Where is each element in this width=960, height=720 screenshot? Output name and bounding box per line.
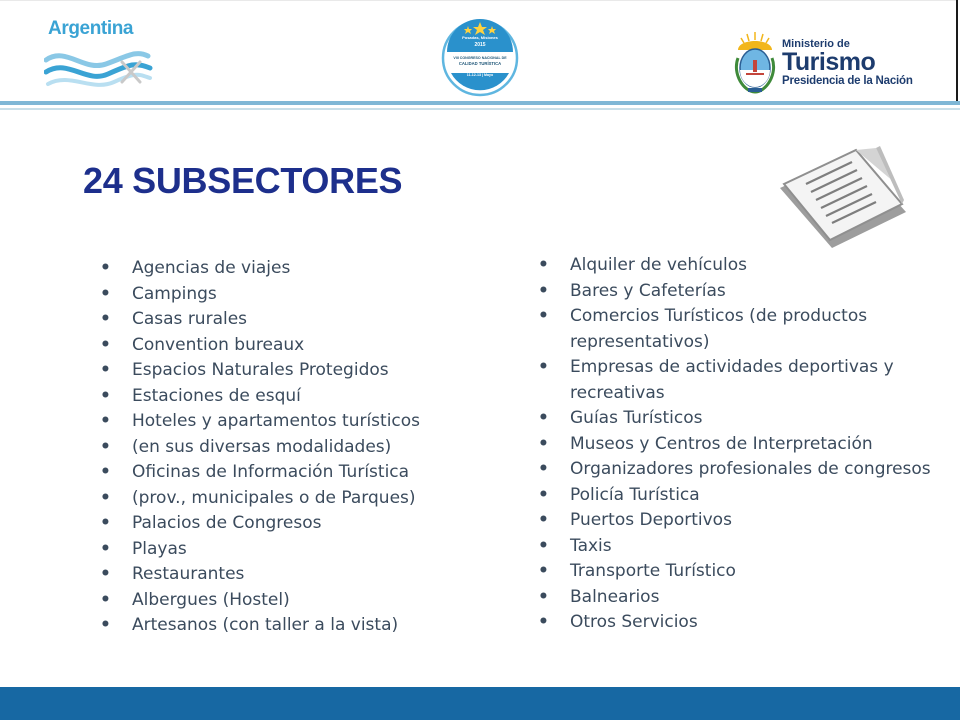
header: [0, 0, 960, 110]
seal-line1: VIII CONGRESO NACIONAL DE: [453, 56, 507, 60]
list-item: • (en sus diversas modalidades): [100, 435, 470, 461]
document-icon: [776, 144, 912, 252]
list-item: • Artesanos (con taller a la vista): [100, 613, 470, 639]
list-item: • Empresas de actividades deportivas y recreativas: [538, 355, 938, 406]
list-item: • Convention bureaux: [100, 333, 470, 359]
list-item: • Campings: [100, 282, 470, 308]
list-item: • Museos y Centros de Interpretación: [538, 432, 938, 458]
congress-seal: [440, 18, 520, 98]
argentina-logo: [44, 16, 154, 94]
list-item: • Casas rurales: [100, 307, 470, 333]
seal-location: Posadas, Misiones: [462, 35, 498, 40]
list-item: • Playas: [100, 537, 470, 563]
list-item: • Palacios de Congresos: [100, 511, 470, 537]
ministerio-line1: Ministerio de: [782, 38, 850, 50]
argentina-waves-icon: [44, 42, 154, 94]
ministerio-turismo-logo: [734, 30, 934, 100]
header-right-edge: [956, 0, 958, 103]
list-item: • Puertos Deportivos: [538, 508, 938, 534]
list-item: • Estaciones de esquí: [100, 384, 470, 410]
list-item: • Restaurantes: [100, 562, 470, 588]
seal-year: 2015: [474, 42, 486, 48]
list-item: • Albergues (Hostel): [100, 588, 470, 614]
list-item: • Transporte Turístico: [538, 559, 938, 585]
seal-date: 11-12-13 | Mayo: [466, 73, 494, 77]
congress-seal-texts: [440, 18, 520, 98]
footer-bar: [0, 687, 960, 720]
header-divider: [0, 101, 960, 105]
header-top-strip: [0, 0, 958, 1]
list-item: • Balnearios: [538, 585, 938, 611]
subsectors-left-list: [100, 256, 470, 639]
national-emblem-icon: [734, 30, 776, 96]
list-item: • (prov., municipales o de Parques): [100, 486, 470, 512]
list-item: • Otros Servicios: [538, 610, 938, 636]
list-item: • Oficinas de Información Turística: [100, 460, 470, 486]
list-item: • Guías Turísticos: [538, 406, 938, 432]
list-item: • Alquiler de vehículos: [538, 253, 938, 279]
subsectors-right-list: [538, 253, 938, 636]
ministerio-line3: Presidencia de la Nación: [782, 75, 913, 87]
seal-line2: CALIDAD TURÍSTICA: [458, 61, 502, 66]
list-item: • Comercios Turísticos (de productos representativos): [538, 304, 938, 355]
argentina-logo-text: Argentina: [48, 18, 134, 39]
header-divider-thin: [0, 108, 960, 110]
ministerio-texts: [782, 38, 913, 88]
list-item: • Taxis: [538, 534, 938, 560]
list-item: • Policía Turística: [538, 483, 938, 509]
ministerio-line2: Turismo: [782, 48, 876, 76]
page-title: 24 SUBSECTORES: [83, 160, 403, 201]
list-item: • Agencias de viajes: [100, 256, 470, 282]
list-item: • Hoteles y apartamentos turísticos: [100, 409, 470, 435]
list-item: • Organizadores profesionales de congresos: [538, 457, 938, 483]
list-item: • Espacios Naturales Protegidos: [100, 358, 470, 384]
list-item: • Bares y Cafeterías: [538, 279, 938, 305]
